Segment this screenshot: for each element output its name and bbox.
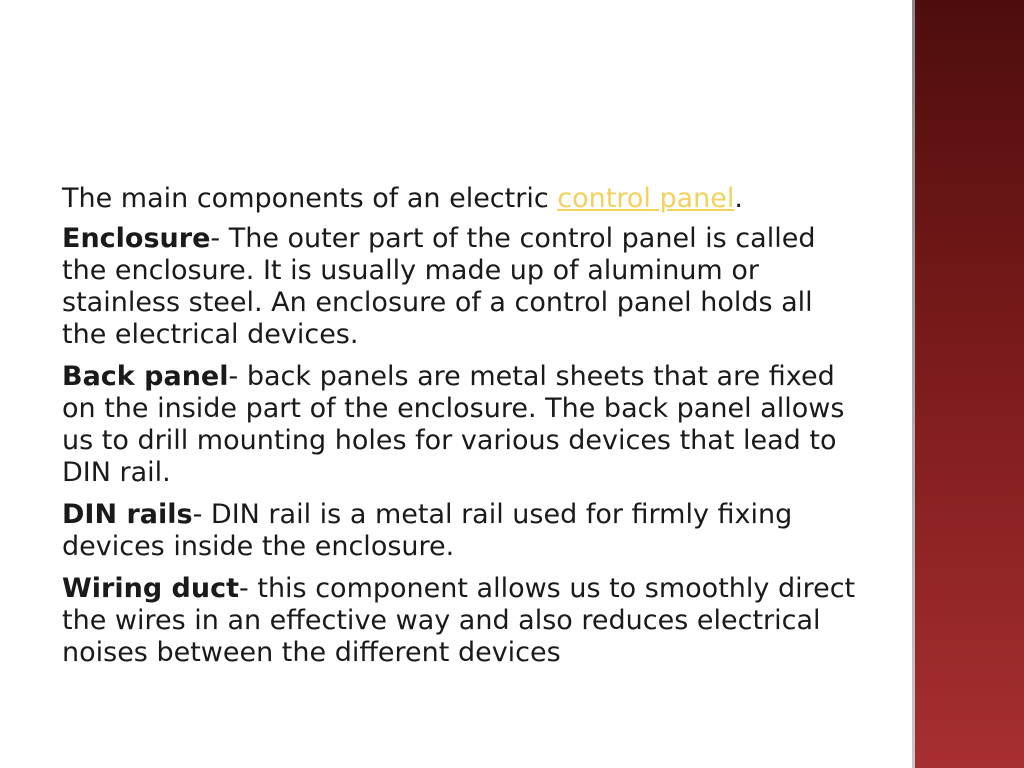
- decorative-side-bar: [912, 0, 1024, 768]
- back-panel-paragraph: [62, 361, 862, 489]
- slide-body: [62, 183, 862, 679]
- din-rails-description: - DIN rail is a metal rail used for firmly fixing devices inside the enclosure.: [62, 499, 793, 562]
- intro-text: The main components of an electric: [62, 183, 558, 214]
- enclosure-paragraph: [62, 223, 862, 351]
- wiring-duct-term: Wiring duct: [62, 573, 240, 604]
- enclosure-description: - The outer part of the control panel is called the enclosure. It is usually made up of aluminum or stainless steel. An enclosure of a control panel holds all the electrical devices.: [62, 223, 816, 350]
- intro-end: .: [734, 183, 743, 214]
- enclosure-term: Enclosure: [62, 223, 211, 254]
- din-rails-term: DIN rails: [62, 499, 193, 530]
- back-panel-description: - back panels are metal sheets that are fixed on the inside part of the enclosure. The back panel allows us to drill mounting holes for various devices that lead to DIN rail.: [62, 361, 845, 488]
- intro-paragraph: [62, 183, 862, 215]
- wiring-duct-paragraph: [62, 573, 862, 669]
- back-panel-term: Back panel: [62, 361, 229, 392]
- control-panel-link[interactable]: control panel: [557, 183, 735, 214]
- din-rails-paragraph: [62, 499, 862, 563]
- wiring-duct-description: - this component allows us to smoothly direct the wires in an effective way and also reduces electrical noises between the different devices: [62, 573, 856, 668]
